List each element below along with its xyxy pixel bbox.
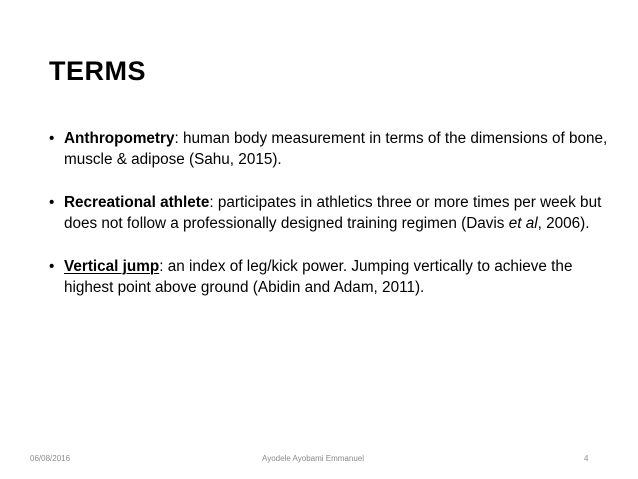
term-definition-end: , 2006). [537,215,590,232]
term-label: Anthropometry [64,130,175,147]
footer-author: Ayodele Ayobami Emmanuel [262,454,364,463]
term-definition: : human body measurement in terms of the dimensions of bone, muscle & adipose (Sahu, 2015). [64,130,608,168]
bullet-recreational-athlete [49,192,609,234]
footer-date: 06/08/2016 [30,454,71,463]
footer-page-number: 4 [584,454,589,463]
term-definition: : participates in athletics three or more times per week but does not follow a professionally designed training regimen (Davis [64,194,602,232]
bullet-list [49,128,609,320]
term-definition: : an index of leg/kick power. Jumping vertically to achieve the highest point above ground (Abidin and Adam, 2011). [64,258,573,296]
term-label: Recreational athlete [64,194,210,211]
bullet-vertical-jump [49,256,609,298]
slide-title: TERMS [49,56,146,86]
term-definition-italic: et al [508,215,538,232]
term-label: Vertical jump [64,258,160,275]
bullet-anthropometry [49,128,609,170]
